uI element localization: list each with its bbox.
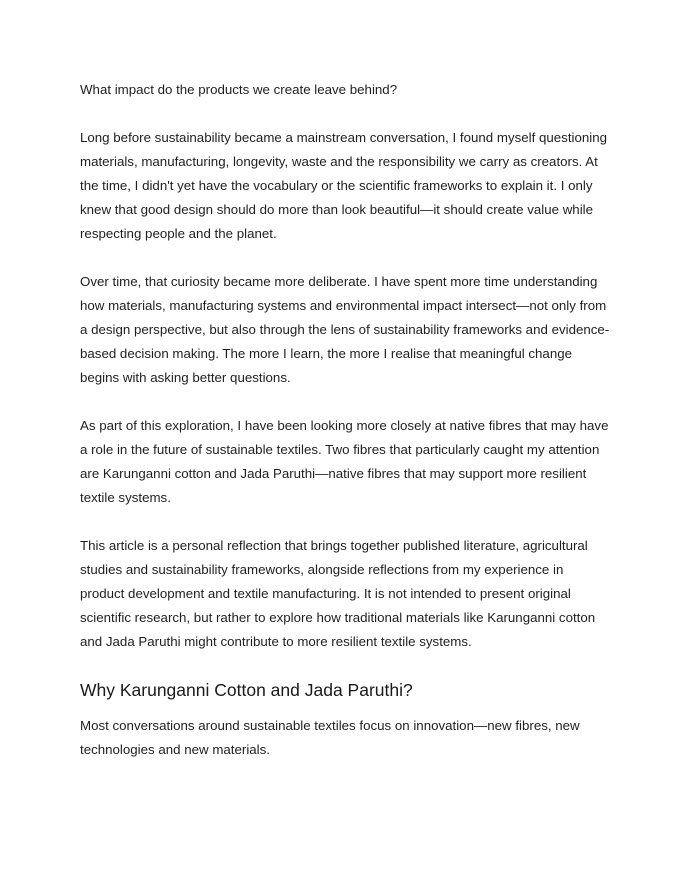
opening-question: What impact do the products we create leave behind? [80, 82, 398, 97]
paragraph-native-fibres: As part of this exploration, I have been looking more closely at native fibres that may have a role in the future of sustainable textiles. Two fibres that particularly caught my attention are Karunganni cotton and Jada Paruthi—native fibres that may support more resilient textile systems. [80, 418, 609, 505]
section-paragraph: Most conversations around sustainable textiles focus on innovation—new fibres, new technologies and new materials. [80, 718, 580, 757]
article-body [80, 78, 610, 786]
paragraph-disclaimer: This article is a personal reflection that brings together published literature, agricultural studies and sustainability frameworks, alongside reflections from my experience in product development and textile manufacturing. It is not intended to present original scientific research, but rather to explore how traditional materials like Karunganni cotton and Jada Paruthi might contribute to more resilient textile systems. [80, 538, 596, 649]
paragraph-origins: Long before sustainability became a mainstream conversation, I found myself questioning materials, manufacturing, longevity, waste and the responsibility we carry as creators. At the time, I didn't yet have the vocabulary or the scientific frameworks to explain it. I only knew that good design should do more than look beautiful—it should create value while respecting people and the planet. [80, 130, 607, 241]
paragraph-curiosity: Over time, that curiosity became more deliberate. I have spent more time understanding how materials, manufacturing systems and environmental impact intersect—not only from a design perspective, but also through the lens of sustainability frameworks and evidence-based decision making. The more I learn, the more I realise that meaningful change begins with asking better questions. [80, 274, 610, 385]
section-heading: Why Karunganni Cotton and Jada Paruthi? [80, 680, 413, 700]
